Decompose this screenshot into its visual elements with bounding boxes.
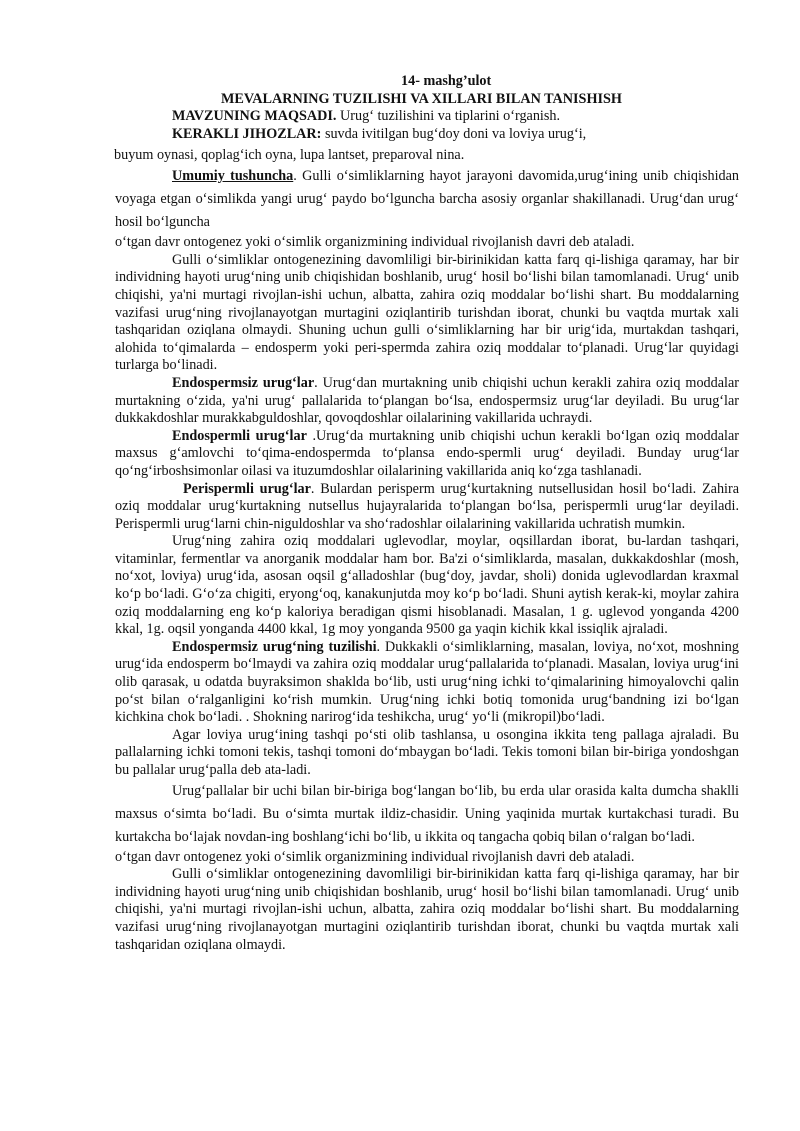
pallalar-paragraph: Urug‘pallalar bir uchi bilan bir-biriga bog‘langan bo‘lib, bu erda ular orasida kalta dumcha shaklli maxsus o‘simta bo‘ladi. Bu o‘simta murtak ildiz-chasidir. Uning yaqinida murtak kurtakchasi turadi. Bu kurtakcha bo‘lajak novdan-ing boshlang‘ichi bo‘lib, u ikkita oq tangacha qobiq bilan o‘ralgan bo‘ladi. [115,782,739,845]
endospermli-paragraph [115,428,739,481]
lesson-number: 14- mashg’ulot [401,73,492,89]
loviya-paragraph: Agar loviya urug‘ining tashqi po‘sti olib tashlansa, u osongina ikkita teng pallaga ajraladi. Bu pallalarning ichki tomoni tekis, tashqi tomoni do‘mbaygan bo‘ladi. Tekis tomoni bilan bir-biriga yondoshgan bu pallalar urug‘palla deb ata-ladi. [115,726,739,778]
tuzilishi-text: . Dukkakli o‘simliklarning, masalan, loviya, no‘xot, moshning urug‘ida endosperm bo‘lmaydi va zahira oziq moddalar urug‘pallalarida to‘planadi. Masalan, loviya urug‘ini olib qarasak, u odatda buyraksimon shaklda bo‘lib, usti urug‘ning ichki to‘qimalarining himoyalovchi qalin po‘st bilan o‘ralganligini ko‘rish mumkin. Urug‘ning ichki botiq tomonida urug‘bandning izi bo‘lgan kichkina chok bo‘ladi. . Shokning narirog‘ida teshikcha, urug‘ yo‘li (mikropil)bo‘ladi. [115,638,739,726]
tuzilishi-label: Endospermsiz urug‘ning tuzilishi [172,638,377,655]
general-text: . Gulli o‘simliklarning hayot jarayoni davomida,urug‘ining unib chiqishidan voyaga etgan o‘simlikda yangi urug‘ paydo bo‘lguncha barcha asosiy organlar shakillanadi. Urug‘dan urug‘ hosil bo‘lguncha [115,168,739,231]
repeat-paragraph: Gulli o‘simliklar ontogenezining davomliligi bir-birinikidan katta farq qi-lishiga qaramay, har bir individning hayoti urug‘ning unib chiqishidan boshlanib, urug‘ hosil bo‘lishi bilan tamomlanadi. Urug‘ unib chiqishi, ya'ni murtagi rivojlan-ishi uchun, albatta, zahira oziq moddalar bo‘lishi shart. Bu moddalarning vazifasi urug‘ning rivojlanayotgan murtagini oziqlantirib turishdan iborat, chunki bu vaqtda murtak xali tashqaridan oziqlana olmaydi. [115,866,739,953]
perispermli-text: . Bulardan perisperm urug‘kurtakning nutsellusidan hosil bo‘ladi. Zahira oziq moddalar urug‘kurtakning nutsellus hujayralarida to‘plangan bo‘lsa, perispermli urug‘lar deyiladi. Perispermli urug‘larni chin-niguldoshlar va sho‘radoshlar oilalarining vakillarida uchratish mumkin. [115,480,740,532]
page-title: MEVALARNING TUZILISHI VA XILLARI BILAN TANISHISH [221,91,622,107]
ontogenez-paragraph: Gulli o‘simliklar ontogenezining davomliligi bir-birinikidan katta farq qi-lishiga qaramay, har bir individning hayoti urug‘ning unib chiqishidan boshlanib, urug‘ hosil bo‘lishi bilan tamomlanadi. Urug‘ unib chiqishi, ya'ni murtagi rivojlan-ishi uchun, albatta, zahira oziq moddalar bo‘lishi shart. Bu moddalarning vazifasi urug‘ning rivojlanayotgan murtagini oziqlantirib turishdan iborat, chunki bu vaqtda murtak xali tashqaridan oziqlana olmaydi. Shuning uchun gulli o‘simliklarning har bir urig‘ida, murtakdan tashqari, alohida to‘qimalarda – endosperm yoki peri-spermda zahira oziq moddalar to‘planadi. Urug‘lar quyidagi turlarga bo‘linadi. [115,251,739,374]
equipment-text: suvda ivitilgan bug‘doy doni va loviya urug‘i, [321,125,587,142]
general-line-2: o‘tgan davr ontogenez yoki o‘simlik organizmining individual rivojlanish davri deb ataladi. [115,234,635,251]
goal-text: Urug‘ tuzilishini va tiplarini o‘rganish. [336,108,561,124]
equipment-continuation: buyum oynasi, qoplag‘ich oyna, lupa lantset, preparoval nina. [114,147,465,164]
general-label: Umumiy tushuncha [172,168,294,185]
endospermli-text: .Urug‘da murtakning unib chiqishi uchun kerakli bo‘lgan oziq moddalar maxsus g‘amlovchi to‘qima-endospermda to‘plansa endo-spermli urug‘ deyiladi. Bunday urug‘lar qo‘ng‘irboshsimonlar oilasi va ituzumdoshlar oilalarining vakillarida aniq ko‘zga tashlanadi. [115,427,739,479]
endospermli-label: Endospermli urug‘lar [172,427,307,444]
general-paragraph [115,165,739,234]
tuzilishi-paragraph [115,639,739,727]
document-page [115,72,739,954]
zahira-paragraph: Urug‘ning zahira oziq moddalari uglevodlar, moylar, oqsillardan iborat, bu-lardan tashqari, vitaminlar, fermentlar va anorganik moddalar ham bor. Ba'zi o‘simliklarda, masalan, dukkakdoshlar (mosh, no‘xot, loviya) urug‘ida, asosan oqsil g‘alladoshlar (bug‘doy, javdar, sholi) donida uglevodlardan kraxmal ko‘p bo‘ladi. G‘o‘za chigiti, eryong‘oq, kanakunjutda moy ko‘p bo‘ladi. Shuni aytish kerak-ki, moylar zahira oziq moddalarning eng ko‘p kaloriya beradigan qismi hisoblanadi. Masalan, 1 g. uglevod yonganda 4200 kkal, 1g. oqsil yonganda 4400 kkal, 1g moy yonganda 9500 ga yaqin kichik kkal issiqlik ajraladi. [115,533,739,638]
endospermsiz-label: Endospermsiz urug‘lar [172,374,315,391]
repeat-line: o‘tgan davr ontogenez yoki o‘simlik organizmining individual rivojlanish davri deb ataladi. [115,848,635,865]
perispermli-paragraph [115,481,739,534]
equipment-label: KERAKLI JIHOZLAR: [172,125,322,142]
goal-label: MAVZUNING MAQSADI. [172,108,337,124]
equipment-paragraph [115,126,739,144]
goal-paragraph [115,108,739,126]
endospermsiz-text: . Urug‘dan murtakning unib chiqishi uchun kerakli zahira oziq moddalar murtakning o‘zida, ya'ni urug‘ pallalarida to‘plangan bo‘lsa, endospermsiz urug‘lar deyiladi. Bu urug‘lar dukkakdoshlar murakkabguldoshlar, qovoqdoshlar oilalarining vakillarida uchraydi. [115,374,739,427]
perispermli-label: Perispermli urug‘lar [183,480,311,497]
endospermsiz-paragraph [115,375,739,428]
